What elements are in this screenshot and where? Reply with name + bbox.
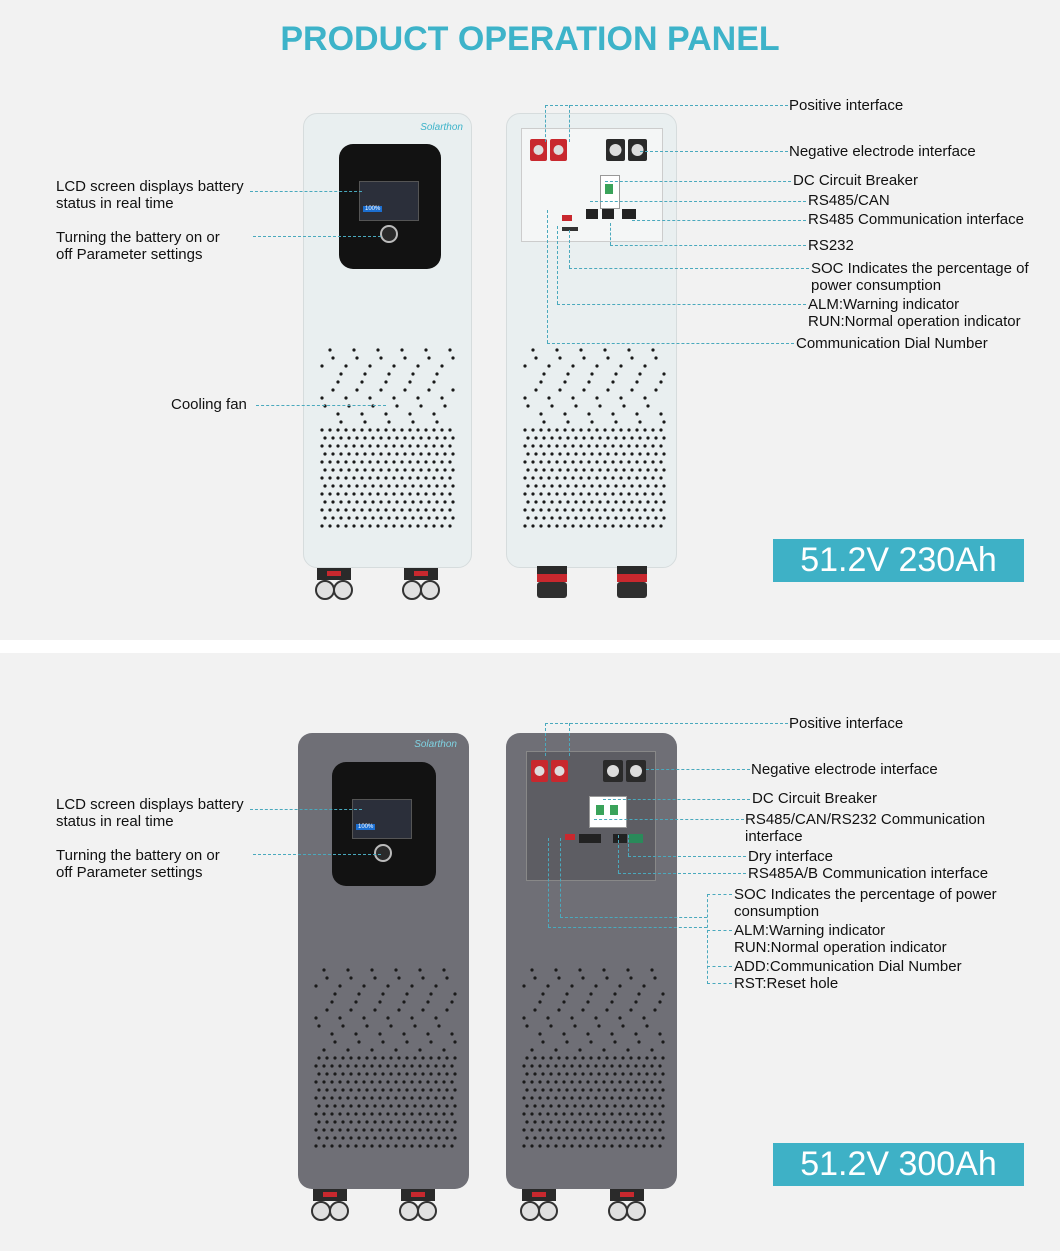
leader-line xyxy=(707,894,708,984)
leader-line xyxy=(632,220,806,221)
leader-line xyxy=(548,838,549,927)
leader-line xyxy=(707,983,732,984)
leader-line xyxy=(569,230,570,268)
leader-line xyxy=(560,838,561,917)
caster-wheel xyxy=(400,568,442,600)
leader-line xyxy=(557,226,558,304)
leader-line xyxy=(628,835,629,856)
label-positive-interface: Positive interface xyxy=(789,97,904,114)
label-dc-breaker: DC Circuit Breaker xyxy=(752,790,878,807)
vent-holes-front xyxy=(304,114,471,567)
vent-holes-front xyxy=(298,733,469,1189)
leader-line xyxy=(605,181,791,182)
label-positive-interface: Positive interface xyxy=(789,715,904,732)
capacity-badge: 51.2V 230Ah xyxy=(773,539,1024,582)
label-negative-interface: Negative electrode interface xyxy=(751,761,938,778)
label-power-button: Turning the battery on or off Parameter settings xyxy=(56,847,220,881)
panel-300ah xyxy=(0,653,1060,1251)
label-alm-run: ALM:Warning indicator RUN:Normal operation indicator xyxy=(808,296,1021,330)
label-rs485-can: RS485/CAN xyxy=(808,192,890,209)
leader-line xyxy=(618,835,619,873)
label-soc: SOC Indicates the percentage of power consumption xyxy=(811,260,1029,294)
leader-line xyxy=(603,799,750,800)
leader-line xyxy=(610,223,611,245)
leader-line xyxy=(250,809,362,810)
foot-stand xyxy=(611,566,653,598)
leader-line xyxy=(250,191,362,192)
leader-line xyxy=(569,268,809,269)
leader-line xyxy=(646,769,750,770)
caster-wheel xyxy=(309,1189,351,1221)
leader-line xyxy=(640,151,788,152)
leader-line xyxy=(618,873,746,874)
leader-line xyxy=(610,245,806,246)
front-cabinet-grey xyxy=(298,733,469,1189)
leader-line xyxy=(548,927,707,928)
label-rs232: RS232 xyxy=(808,237,854,254)
soc-display: 100% xyxy=(358,824,374,830)
brand-logo: Solarthon xyxy=(414,739,457,750)
soc-display: 100% xyxy=(365,206,381,212)
label-power-button: Turning the battery on or off Parameter settings xyxy=(56,229,220,263)
caster-wheel xyxy=(518,1189,560,1221)
leader-line xyxy=(256,405,386,406)
label-dry-interface: Dry interface xyxy=(748,848,834,865)
leader-line xyxy=(253,236,381,237)
front-cabinet-white xyxy=(303,113,472,568)
caster-wheel xyxy=(606,1189,648,1221)
leader-line xyxy=(547,210,548,343)
caster-wheel xyxy=(313,568,355,600)
label-negative-interface: Negative electrode interface xyxy=(789,143,976,160)
label-rs485ab: RS485A/B Communication interface xyxy=(748,865,989,882)
leader-line xyxy=(557,304,806,305)
leader-line xyxy=(590,201,806,202)
capacity-badge: 51.2V 300Ah xyxy=(773,1143,1024,1186)
label-alm-run: ALM:Warning indicator RUN:Normal operation indicator xyxy=(734,922,947,956)
leader-line xyxy=(569,723,570,756)
vent-holes-rear xyxy=(506,733,677,1189)
leader-line xyxy=(707,894,732,895)
brand-logo: Solarthon xyxy=(420,122,463,133)
foot-stand xyxy=(531,566,573,598)
leader-line xyxy=(545,723,546,756)
leader-line xyxy=(560,917,707,918)
leader-line xyxy=(547,343,794,344)
label-soc: SOC Indicates the percentage of power consumption xyxy=(734,886,997,920)
label-dc-breaker: DC Circuit Breaker xyxy=(793,172,919,189)
label-lcd-screen: LCD screen displays battery status in real time xyxy=(56,796,244,830)
label-comm-interface: RS485/CAN/RS232 Communication interface xyxy=(745,811,986,845)
leader-line xyxy=(707,966,732,967)
leader-line xyxy=(594,819,744,820)
leader-line xyxy=(707,930,732,931)
label-rs485-comm: RS485 Communication interface xyxy=(808,211,1024,228)
label-add-rst: ADD:Communication Dial Number RST:Reset hole xyxy=(734,958,962,992)
label-lcd-screen: LCD screen displays battery status in real time xyxy=(56,178,244,212)
leader-line xyxy=(569,105,570,142)
leader-line xyxy=(545,105,788,106)
leader-line xyxy=(545,723,788,724)
label-dial-number: Communication Dial Number xyxy=(796,335,988,352)
leader-line xyxy=(545,105,546,142)
rear-cabinet-grey xyxy=(506,733,677,1189)
label-cooling-fan: Cooling fan xyxy=(171,396,247,413)
leader-line xyxy=(628,856,746,857)
leader-line xyxy=(253,854,381,855)
caster-wheel xyxy=(397,1189,439,1221)
page-title: PRODUCT OPERATION PANEL xyxy=(280,20,780,58)
